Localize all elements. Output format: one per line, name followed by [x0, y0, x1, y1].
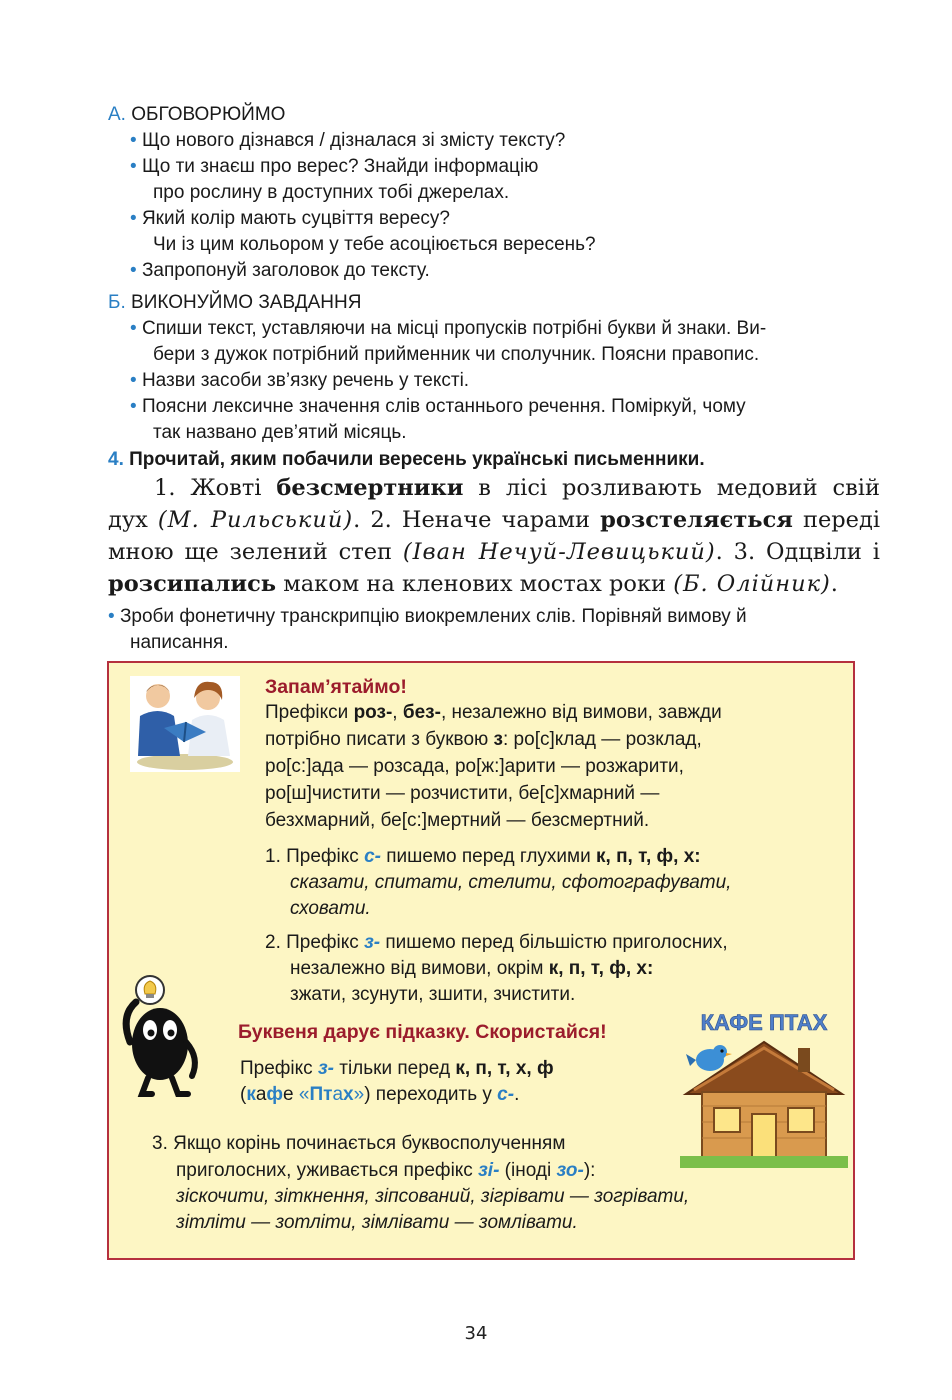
question-4-text: Запропонуй заголовок до тексту. — [141, 260, 430, 281]
transcription-task-cont: написання. — [130, 632, 229, 653]
transcription-text: Зроби фонетичну транскрипцію виокремлених слів. Порівняй вимову й — [119, 606, 747, 627]
task-b-3-text: Поясни лексичне значення слів останнього речення. Поміркуй, чому — [141, 396, 746, 417]
question-2-text: Що ти знаєш про верес? Знайди інформацію — [141, 156, 539, 177]
hint-letters: к, п, т, х, ф — [455, 1058, 554, 1079]
task-b-1-text: Спиши текст, уставляючи на місці пропусків потрібні букви й знаки. Ви- — [141, 318, 767, 339]
rule-text: : ро[с]клад — розклад, — [503, 729, 702, 750]
rule-text: пишемо перед більшістю приголосних, — [380, 932, 728, 953]
quote-text: дух — [108, 507, 158, 533]
rule-1-example-2: сховати. — [290, 898, 371, 919]
prefix-s: с- — [497, 1084, 515, 1105]
cafe-house-illustration — [680, 1002, 848, 1170]
quote-line-4 — [108, 568, 880, 600]
prefix-s: с- — [364, 846, 381, 867]
question-3-cont: Чи із цим кольором у тебе асоціюється вересень? — [153, 234, 596, 255]
transcription-task — [108, 606, 747, 628]
rule-3-cont — [176, 1160, 595, 1182]
rule-text: , — [392, 702, 403, 723]
rule-2 — [265, 932, 728, 954]
quote-author: (Іван Нечуй-Левицький) — [402, 539, 716, 565]
bullet-icon: • — [108, 606, 115, 627]
task-b-3-cont: так названо дев’ятий місяць. — [153, 422, 407, 443]
rule-text: , незалежно від вимови, завжди — [440, 702, 722, 723]
rule-line-1 — [265, 702, 722, 724]
rule-line-5: безхмарний, бе[с:]мертний — безсмертний. — [265, 810, 650, 831]
question-4 — [130, 260, 430, 282]
section-b-heading — [108, 292, 361, 314]
rule-text: Префікси — [265, 702, 354, 723]
question-3 — [130, 208, 450, 230]
section-a-title: ОБГОВОРЮЙМО — [131, 104, 286, 125]
quote-line-1 — [108, 472, 880, 504]
rule-text: 1. Префікс — [265, 846, 365, 867]
section-b-letter: Б. — [108, 292, 126, 313]
quote-bold-word: розстеляється — [600, 507, 793, 533]
quote-mark: » — [353, 1084, 365, 1105]
quote-text: 1. Жовті — [154, 475, 277, 501]
hint-text: тільки перед — [333, 1058, 456, 1079]
question-2 — [130, 156, 538, 178]
hint-heading: Буквеня дарує підказку. Скористайся! — [238, 1021, 607, 1043]
prefix-z: з- — [364, 932, 381, 953]
bullet-icon: • — [130, 260, 137, 281]
rule-3-example-1: зіскочити, зіткнення, зіпсований, зігрівати — зогрівати, — [176, 1186, 690, 1207]
rule-text: (іноді — [499, 1160, 557, 1181]
task-4-title: Прочитай, яким побачили вересень українські письменники. — [129, 449, 705, 470]
voiceless-letters: к, п, т, ф, х: — [548, 958, 654, 979]
highlight-letter: Пт — [309, 1084, 333, 1105]
rule-text: приголосних, уживається префікс — [176, 1160, 479, 1181]
rule-text: пишемо перед глухими — [380, 846, 596, 867]
hint-text: . — [514, 1084, 520, 1105]
prefix-bez: без- — [402, 702, 441, 723]
reading-children-illustration — [130, 676, 240, 772]
page-number: 34 — [464, 1323, 488, 1344]
hint-line-1 — [240, 1058, 554, 1080]
mascot-character — [112, 972, 210, 1100]
hint-text: е — [283, 1084, 299, 1105]
bullet-icon: • — [130, 370, 137, 391]
task-b-1-cont: бери з дужок потрібний прийменник чи сполучник. Поясни правопис. — [153, 344, 760, 365]
voiceless-letters: к, п, т, ф, х: — [596, 846, 701, 867]
prefix-z: з- — [317, 1058, 334, 1079]
prefix-zi: зі- — [478, 1160, 500, 1181]
quote-text: в лісі розливають медовий свій — [463, 475, 880, 501]
rule-text: потрібно писати з буквою — [265, 729, 494, 750]
section-b-title: ВИКОНУЙМО ЗАВДАННЯ — [131, 292, 362, 313]
rule-3-example-2: зітліти — зотліти, зімлівати — зомлівати. — [176, 1212, 578, 1233]
rule-text: ): — [583, 1160, 596, 1181]
task-4-number: 4. — [108, 449, 124, 470]
question-1 — [130, 130, 565, 152]
bullet-icon: • — [130, 208, 137, 229]
letter-z: з — [493, 729, 503, 750]
quote-text: маком на кленових мостах роки — [276, 571, 674, 597]
quote-text: переді — [792, 507, 881, 533]
rule-heading: Запам’ятаймо! — [265, 676, 407, 698]
section-a-heading — [108, 104, 285, 126]
bullet-icon: • — [130, 156, 137, 177]
question-3-text: Який колір мають суцвіття вересу? — [141, 208, 450, 229]
rule-text: незалежно від вимови, окрім — [290, 958, 549, 979]
hint-text: а — [255, 1084, 267, 1105]
rule-1 — [265, 846, 701, 868]
rule-1-example-1: сказати, спитати, стелити, сфотографувати, — [290, 872, 732, 893]
rule-line-2 — [265, 729, 702, 751]
quote-bold-word: розсипались — [108, 571, 277, 597]
quote-author: (М. Рильський) — [157, 507, 354, 533]
prefix-roz: роз- — [353, 702, 393, 723]
task-4-heading — [108, 449, 705, 471]
bullet-icon: • — [130, 396, 137, 417]
quote-line-3 — [108, 536, 880, 568]
quote-mark: « — [298, 1084, 310, 1105]
rule-line-4: ро[ш]чистити — розчистити, бе[с]хмарний — — [265, 783, 660, 804]
quote-author: (Б. Олійник) — [673, 571, 831, 597]
section-a-letter: А. — [108, 104, 126, 125]
highlight-letter: ф — [266, 1084, 284, 1105]
rule-2-cont — [290, 958, 653, 980]
question-2-cont: про рослину в доступних тобі джерелах. — [153, 182, 510, 203]
highlight-letter: к — [246, 1084, 256, 1105]
quote-line-2 — [108, 504, 880, 536]
quote-text: . 3. Одцвіли і — [715, 539, 880, 565]
highlight-letter: х — [343, 1084, 354, 1105]
question-1-text: Що нового дізнався / дізналася зі змісту тексту? — [141, 130, 566, 151]
rule-3: 3. Якщо корінь починається буквосполученням — [152, 1133, 566, 1154]
quote-bold-word: безсмертники — [276, 475, 464, 501]
cafe-sign: КАФЕ ПТАХ — [700, 1010, 828, 1035]
quote-text: . 2. Неначе чарами — [353, 507, 601, 533]
bullet-icon: • — [130, 318, 137, 339]
hint-line-2 — [240, 1084, 519, 1106]
hint-text: ) переходить у — [364, 1084, 498, 1105]
prefix-zo: зо- — [556, 1160, 584, 1181]
rule-2-example: зжати, зсунути, зшити, зчистити. — [290, 984, 576, 1005]
task-b-3 — [130, 396, 746, 418]
rule-line-3: ро[с:]ада — розсада, ро[ж:]арити — розжарити, — [265, 756, 684, 777]
bullet-icon: • — [130, 130, 137, 151]
rule-text: 2. Префікс — [265, 932, 365, 953]
task-b-2-text: Назви засоби зв’язку речень у тексті. — [141, 370, 470, 391]
hint-text: а — [332, 1084, 344, 1105]
quote-text: мною ще зелений степ — [108, 539, 403, 565]
hint-text: Префікс — [240, 1058, 318, 1079]
task-b-2 — [130, 370, 469, 392]
task-b-1 — [130, 318, 766, 340]
hint-text: ( — [240, 1084, 247, 1105]
quote-text: . — [830, 571, 838, 597]
